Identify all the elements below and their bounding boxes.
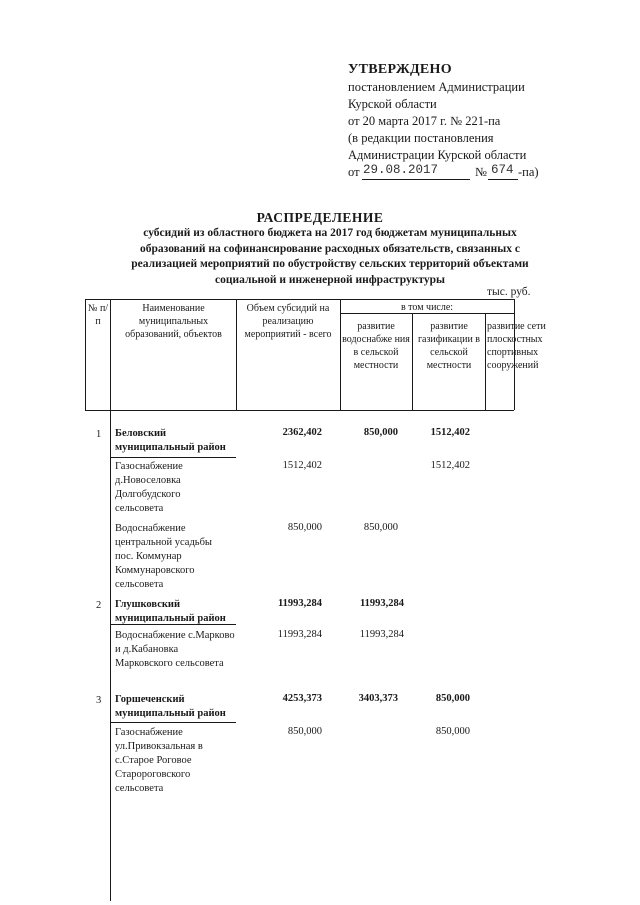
row-name: Газоснабжение ул.Привокзальная в с.Старое Роговое Старороговского сельсовета	[115, 727, 203, 794]
header-num: № п/п	[87, 303, 109, 327]
header-including: в том числе:	[400, 302, 454, 313]
document-subtitle: субсидий из областного бюджета на 2017 год бюджетам муниципальных образований на софинансирование расходных обязательств, связанных с реализацией мероприятий по обустройству сельских территорий объектами социальной и инженерной инфраструктуры	[131, 227, 529, 286]
approval-line-3: от 20 марта 2017 г. № 221-па	[348, 114, 501, 128]
row-divider	[110, 722, 236, 723]
approval-date-value: 29.08.2017	[363, 163, 439, 177]
approval-number-prefix: №	[475, 165, 487, 179]
approval-line-1: постановлением Администрации	[348, 80, 525, 94]
header-name: Наименование муниципальных образований, объектов	[125, 303, 222, 340]
header-water: развитие водоснабже ния в сельской местности	[342, 321, 410, 371]
row-total: 11993,284	[277, 598, 322, 609]
col-border-total	[340, 299, 341, 410]
row-number: 1	[96, 429, 102, 440]
row-name: Водоснабжение центральной усадьбы пос. Коммунар Коммунаровского сельсовета	[115, 523, 212, 590]
approval-line-4: (в редакции постановления	[348, 131, 494, 145]
col-border-water	[412, 313, 413, 410]
row-water: 11993,284	[359, 598, 404, 609]
header-total: Объем субсидий на реализацию мероприятий - всего	[244, 303, 332, 340]
row-divider	[110, 457, 236, 458]
col-border-left	[85, 299, 86, 410]
table-top-border	[85, 299, 514, 300]
row-water: 850,000	[363, 522, 398, 533]
approval-line-5: Администрации Курской области	[348, 148, 527, 162]
approval-number-underline	[488, 179, 518, 180]
row-gas: 850,000	[435, 693, 470, 704]
row-name: Газоснабжение д.Новоселовка Долгобудского сельсовета	[115, 461, 183, 514]
row-name: Горшеченский муниципальный район	[115, 694, 226, 719]
row-gas: 1512,402	[430, 460, 470, 471]
document-title: РАСПРЕДЕЛЕНИЕ	[256, 210, 384, 225]
row-water: 3403,373	[358, 693, 398, 704]
header-bottom-border	[85, 410, 514, 411]
row-divider	[110, 624, 236, 625]
row-water: 11993,284	[359, 629, 404, 640]
row-number: 2	[96, 600, 102, 611]
row-total: 2362,402	[282, 427, 322, 438]
row-water: 850,000	[363, 427, 398, 438]
row-total: 4253,373	[282, 693, 322, 704]
row-number: 3	[96, 695, 102, 706]
approval-heading: УТВЕРЖДЕНО	[348, 62, 452, 77]
units-label: тыс. руб.	[487, 286, 531, 298]
row-name: Беловский муниципальный район	[115, 428, 226, 453]
row-gas: 850,000	[435, 726, 470, 737]
row-name: Глушковский муниципальный район	[115, 599, 226, 624]
row-total: 850,000	[287, 522, 322, 533]
col-border-gas	[485, 313, 486, 410]
row-name: Водоснабжение с.Марково и д.Кабановка Марковского сельсовета	[115, 630, 235, 669]
row-total: 11993,284	[277, 629, 322, 640]
col-border-num	[110, 299, 111, 901]
header-gas: развитие газификации в сельской местности	[417, 321, 481, 371]
header-sport: развитие сети плоскостных спортивных сооружений	[487, 321, 546, 371]
approval-line-2: Курской области	[348, 97, 437, 111]
row-gas: 1512,402	[430, 427, 470, 438]
approval-number-value: 674	[491, 163, 514, 177]
approval-date-prefix: от	[348, 165, 360, 179]
approval-date-underline	[362, 179, 470, 180]
col-border-name	[236, 299, 237, 410]
approval-number-suffix: -па)	[518, 165, 539, 179]
row-total: 1512,402	[282, 460, 322, 471]
row-total: 850,000	[287, 726, 322, 737]
